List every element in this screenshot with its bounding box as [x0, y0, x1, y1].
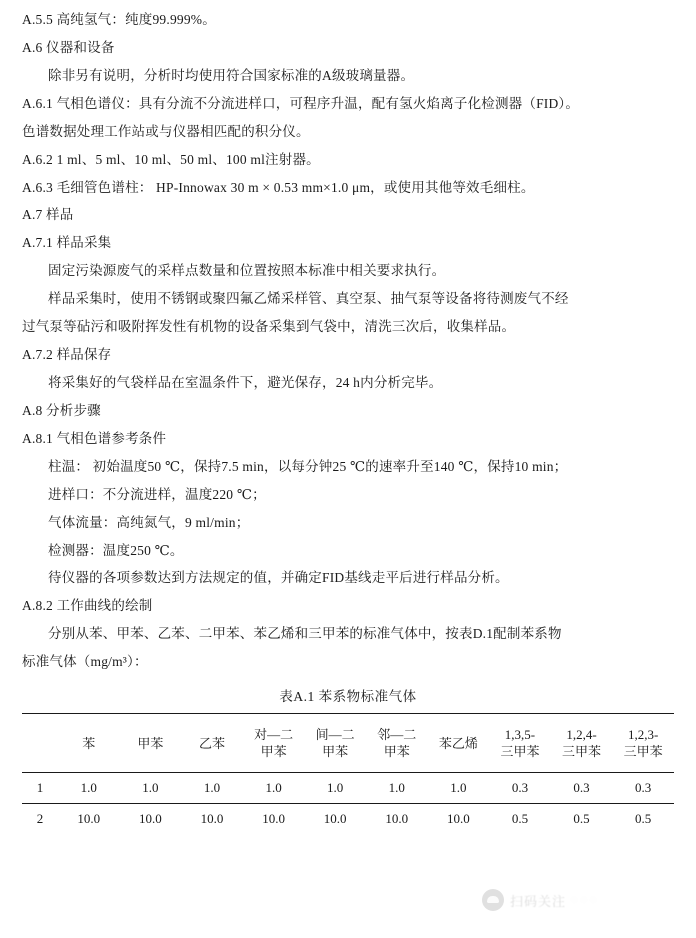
table-cell: 1.0	[181, 773, 243, 804]
paragraph: A.8.2 工作曲线的绘制	[22, 598, 153, 614]
header-line-1: 苯乙烯	[438, 735, 478, 751]
watermark-text: 扫码关注	[510, 893, 567, 909]
table-cell: 10.0	[120, 803, 182, 833]
paragraph: 固定污染源废气的采样点数量和位置按照本标准中相关要求执行。	[48, 263, 446, 279]
paragraph: A.6 仪器和设备	[22, 39, 115, 55]
paragraph: 样品采集时，使用不锈钢或聚四氟乙烯采样管、真空泵、抽气泵等设备将待测废气不经	[48, 291, 569, 307]
table-cell: 10.0	[243, 803, 305, 833]
table-cell: 2	[22, 803, 58, 833]
watermark	[482, 880, 672, 920]
table-cell: 1.0	[428, 773, 490, 804]
table-cell: 0.5	[489, 803, 551, 833]
paragraph: A.6.1 气相色谱仪：具有分流不分流进样口，可程序升温，配有氢火焰离子化检测器（FID）。	[22, 95, 580, 111]
paragraph: 柱温： 初始温度50 ℃，保持7.5 min，以每分钟25 ℃的速率升至140 ℃，保持10 min；	[48, 458, 568, 474]
paragraph: 待仪器的各项参数达到方法规定的值，并确定FID基线走平后进行样品分析。	[48, 570, 509, 586]
table-column-header	[366, 714, 428, 773]
table-cell: 1.0	[243, 773, 305, 804]
header-line-2: 甲苯	[383, 744, 410, 760]
table-column-header	[22, 714, 58, 773]
paragraph: 将采集好的气袋样品在室温条件下，避光保存，24 h内分析完毕。	[48, 374, 443, 390]
table-column-header	[489, 714, 551, 773]
paragraph: A.6.2 1 ml、5 ml、10 ml、50 ml、100 ml注射器。	[22, 151, 320, 167]
table-cell: 0.5	[551, 803, 613, 833]
table-head	[22, 714, 674, 773]
table-cell: 1.0	[120, 773, 182, 804]
table-row	[22, 803, 674, 833]
watermark-avatar-icon	[482, 889, 504, 911]
table-column-header	[58, 714, 120, 773]
header-line-1: 苯	[82, 735, 96, 751]
table-cell: 1.0	[58, 773, 120, 804]
paragraph: A.8 分析步骤	[22, 402, 101, 418]
table-column-header	[243, 714, 305, 773]
table-cell: 0.3	[489, 773, 551, 804]
table-cell: 1	[22, 773, 58, 804]
table-column-header	[551, 714, 613, 773]
paragraph: 检测器：温度250 ℃。	[48, 542, 184, 558]
paragraph: 进样口：不分流进样，温度220 ℃；	[48, 486, 266, 502]
paragraph: 过气泵等砧污和吸附挥发性有机物的设备采集到气袋中，清洗三次后，收集样品。	[22, 319, 516, 335]
paragraph: 标准气体（mg/m³）：	[22, 654, 148, 670]
table-cell: 10.0	[304, 803, 366, 833]
table-cell: 0.5	[612, 803, 674, 833]
header-line-1: 1,2,4-	[566, 726, 597, 742]
paragraph: A.7 样品	[22, 207, 74, 223]
table-caption: 表A.1 苯系物标准气体	[279, 689, 417, 705]
table-column-header	[181, 714, 243, 773]
header-line-2: 三甲苯	[500, 744, 540, 760]
table-column-header	[120, 714, 182, 773]
paragraph: A.6.3 毛细管色谱柱： HP-Innowax 30 m × 0.53 mm×1.0 μm，或使用其他等效毛细柱。	[22, 179, 535, 195]
table-cell: 10.0	[366, 803, 428, 833]
table-column-header	[304, 714, 366, 773]
table-cell: 0.3	[551, 773, 613, 804]
table-cell: 10.0	[428, 803, 490, 833]
header-line-1: 邻—二	[377, 726, 417, 742]
body-text	[22, 10, 674, 673]
watermark-blur-mark: · · ·	[572, 892, 597, 907]
table-row	[22, 773, 674, 804]
header-line-1: 1,3,5-	[504, 726, 536, 742]
table-column-header	[612, 714, 674, 773]
header-line-1: 甲苯	[137, 735, 164, 751]
header-line-1: 1,2,3-	[628, 726, 659, 742]
benzene-standard-gas-table	[22, 713, 674, 833]
table-body	[22, 773, 674, 834]
table-cell: 1.0	[304, 773, 366, 804]
paragraph: A.5.5 高纯氢气：纯度99.999%。	[22, 12, 216, 27]
table-cell: 10.0	[58, 803, 120, 833]
header-line-2: 甲苯	[322, 744, 349, 760]
table-column-header	[428, 714, 490, 773]
header-line-2: 三甲苯	[623, 744, 663, 760]
table-cell: 1.0	[366, 773, 428, 804]
table-cell: 0.3	[612, 773, 674, 804]
paragraph: A.7.2 样品保存	[22, 347, 112, 363]
table-header-row	[22, 714, 674, 773]
paragraph: 色谱数据处理工作站或与仪器相匹配的积分仪。	[22, 123, 310, 139]
paragraph: 分别从苯、甲苯、乙苯、二甲苯、苯乙烯和三甲苯的标准气体中，按表D.1配制苯系物	[48, 626, 562, 642]
header-line-1: 乙苯	[198, 735, 225, 751]
header-line-1: 间—二	[315, 726, 355, 742]
header-line-2: 三甲苯	[562, 744, 602, 760]
paragraph: 气体流量：高纯氮气，9 ml/min；	[48, 514, 250, 530]
header-line-2: 甲苯	[260, 744, 287, 760]
header-line-1: 对—二	[254, 726, 294, 742]
paragraph: 除非另有说明，分析时均使用符合国家标准的A级玻璃量器。	[48, 67, 415, 83]
paragraph: A.7.1 样品采集	[22, 235, 112, 251]
paragraph: A.8.1 气相色谱参考条件	[22, 430, 167, 446]
table-cell: 10.0	[181, 803, 243, 833]
